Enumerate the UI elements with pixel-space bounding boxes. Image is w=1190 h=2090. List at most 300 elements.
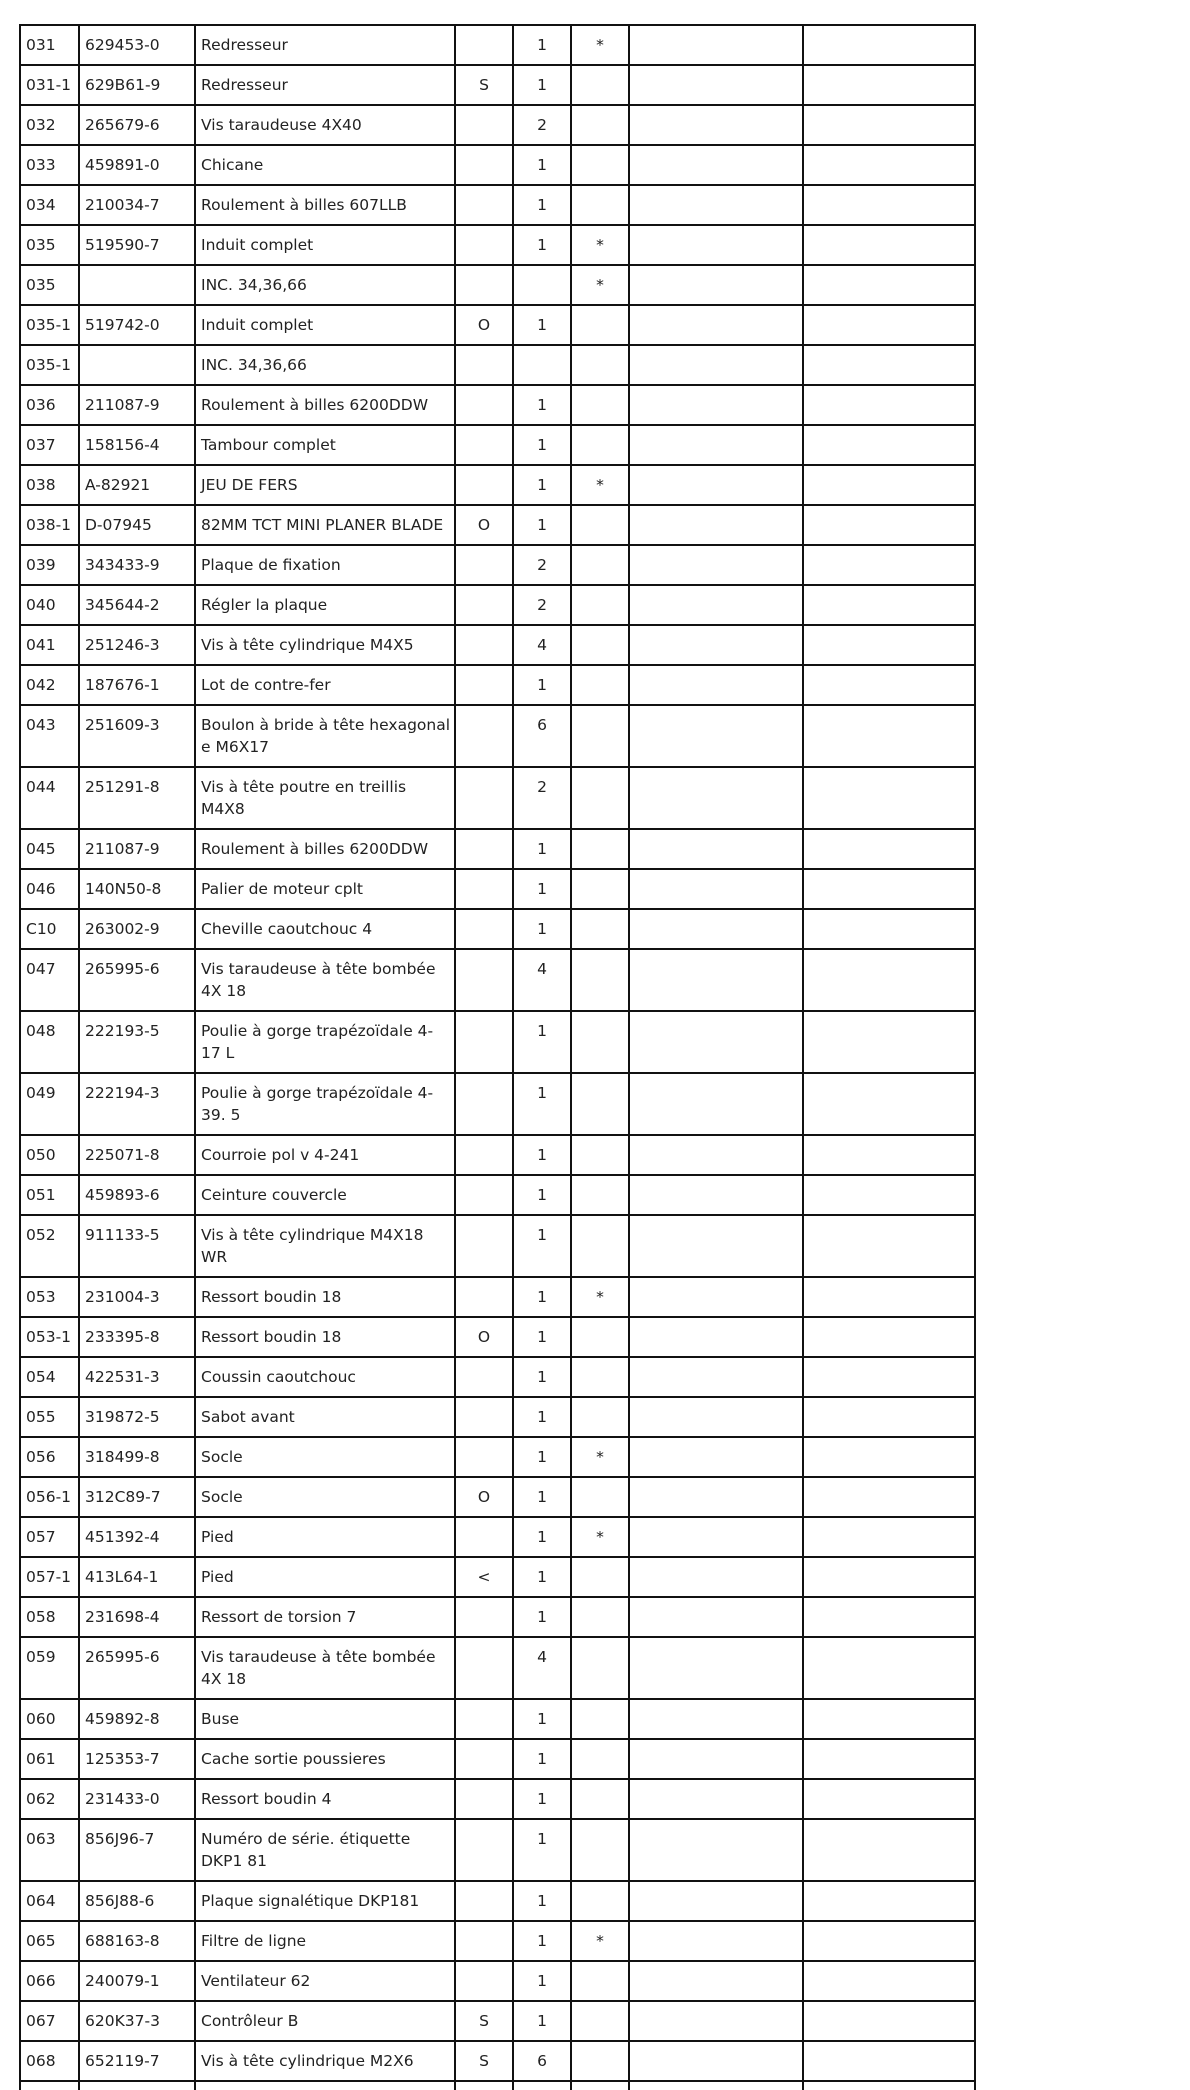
description-cell: Vis taraudeuse à tête bombée 4X 18 <box>195 949 455 1011</box>
table-row <box>20 1921 975 1961</box>
empty-cell <box>629 665 803 705</box>
quantity-cell: 1 <box>513 1175 571 1215</box>
quantity-cell: 1 <box>513 185 571 225</box>
description-cell: Lot de contre-fer <box>195 665 455 705</box>
item-number-cell: 053-1 <box>20 1317 79 1357</box>
part-number-cell: 231698-4 <box>79 1597 195 1637</box>
quantity-cell: 1 <box>513 1961 571 2001</box>
flag-cell <box>455 1135 513 1175</box>
parts-table-body <box>20 25 975 2090</box>
empty-cell <box>803 145 975 185</box>
item-number-cell: 033 <box>20 145 79 185</box>
description-cell: Cache sortie poussieres <box>195 1739 455 1779</box>
flag-cell <box>455 1779 513 1819</box>
part-number-cell: 312C89-7 <box>79 1477 195 1517</box>
flag-cell <box>455 25 513 65</box>
quantity-cell: 1 <box>513 829 571 869</box>
item-number-cell: 043 <box>20 705 79 767</box>
part-number-cell: 343433-9 <box>79 545 195 585</box>
empty-cell <box>803 1597 975 1637</box>
empty-cell <box>803 385 975 425</box>
quantity-cell <box>513 265 571 305</box>
part-number-cell: 240079-1 <box>79 1961 195 2001</box>
table-row <box>20 585 975 625</box>
flag-cell <box>455 767 513 829</box>
description-cell: Redresseur <box>195 25 455 65</box>
item-number-cell: 038-1 <box>20 505 79 545</box>
flag-cell <box>455 1073 513 1135</box>
item-number-cell: 037 <box>20 425 79 465</box>
note-cell <box>571 909 629 949</box>
empty-cell <box>629 265 803 305</box>
empty-cell <box>803 185 975 225</box>
note-cell <box>571 1215 629 1277</box>
empty-cell <box>629 1215 803 1277</box>
flag-cell: S <box>455 2041 513 2081</box>
table-row <box>20 345 975 385</box>
quantity-cell: 1 <box>513 465 571 505</box>
empty-cell <box>803 465 975 505</box>
note-cell <box>571 145 629 185</box>
flag-cell <box>455 1011 513 1073</box>
quantity-cell: 2 <box>513 545 571 585</box>
empty-cell <box>803 1317 975 1357</box>
flag-cell <box>455 185 513 225</box>
flag-cell <box>455 829 513 869</box>
item-number-cell: 054 <box>20 1357 79 1397</box>
item-number-cell: 040 <box>20 585 79 625</box>
empty-cell <box>803 1215 975 1277</box>
item-number-cell: 052 <box>20 1215 79 1277</box>
item-number-cell: C10 <box>20 909 79 949</box>
table-row <box>20 305 975 345</box>
table-row <box>20 145 975 185</box>
table-row <box>20 1011 975 1073</box>
part-number-cell: 211087-9 <box>79 829 195 869</box>
quantity-cell: 1 <box>513 1699 571 1739</box>
empty-cell <box>803 1881 975 1921</box>
item-number-cell: 068 <box>20 2041 79 2081</box>
note-cell <box>571 1135 629 1175</box>
empty-cell <box>803 505 975 545</box>
empty-cell <box>629 1597 803 1637</box>
item-number-cell: 041 <box>20 625 79 665</box>
note-cell: * <box>571 265 629 305</box>
part-number-cell: 318499-8 <box>79 1437 195 1477</box>
quantity-cell: 1 <box>513 65 571 105</box>
note-cell: * <box>571 225 629 265</box>
note-cell <box>571 1397 629 1437</box>
part-number-cell: 231433-0 <box>79 1779 195 1819</box>
table-row <box>20 1397 975 1437</box>
note-cell: * <box>571 1517 629 1557</box>
description-cell: Poulie à gorge trapézoïdale 4-39. 5 <box>195 1073 455 1135</box>
item-number-cell: 062 <box>20 1779 79 1819</box>
flag-cell <box>455 1437 513 1477</box>
quantity-cell: 1 <box>513 869 571 909</box>
description-cell: Tambour complet <box>195 425 455 465</box>
empty-cell <box>629 1739 803 1779</box>
item-number-cell: 045 <box>20 829 79 869</box>
description-cell: Vis à tête cylindrique M2X6 <box>195 2041 455 2081</box>
empty-cell <box>803 1437 975 1477</box>
table-row <box>20 1517 975 1557</box>
table-row <box>20 25 975 65</box>
part-number-cell: 856J88-6 <box>79 1881 195 1921</box>
description-cell: Sabot avant <box>195 1397 455 1437</box>
description-cell: Plaque signalétique DKP181 <box>195 1881 455 1921</box>
note-cell <box>571 1637 629 1699</box>
item-number-cell: 046 <box>20 869 79 909</box>
empty-cell <box>803 1135 975 1175</box>
note-cell <box>571 585 629 625</box>
flag-cell: O <box>455 1317 513 1357</box>
item-number-cell: 031-1 <box>20 65 79 105</box>
description-cell: JEU DE FERS <box>195 465 455 505</box>
flag-cell <box>455 1699 513 1739</box>
note-cell <box>571 1699 629 1739</box>
part-number-cell: 263002-9 <box>79 909 195 949</box>
quantity-cell: 1 <box>513 1277 571 1317</box>
note-cell <box>571 1819 629 1881</box>
table-row <box>20 949 975 1011</box>
empty-cell <box>629 909 803 949</box>
part-number-cell: 652119-7 <box>79 2041 195 2081</box>
table-row <box>20 1819 975 1881</box>
quantity-cell: 4 <box>513 625 571 665</box>
part-number-cell: 345644-2 <box>79 585 195 625</box>
note-cell <box>571 1175 629 1215</box>
description-cell: Induit complet <box>195 225 455 265</box>
description-cell: INC. 34,36,66 <box>195 345 455 385</box>
flag-cell <box>455 625 513 665</box>
flag-cell <box>455 585 513 625</box>
empty-cell <box>803 625 975 665</box>
note-cell <box>571 1779 629 1819</box>
description-cell: Induit complet <box>195 305 455 345</box>
part-number-cell: 459891-0 <box>79 145 195 185</box>
item-number-cell: 034 <box>20 185 79 225</box>
empty-cell <box>803 1277 975 1317</box>
description-cell: Poulie à gorge trapézoïdale 4-17 L <box>195 1011 455 1073</box>
empty-cell <box>803 305 975 345</box>
empty-cell <box>629 25 803 65</box>
empty-cell <box>803 1961 975 2001</box>
description-cell: Courroie pol v 4-241 <box>195 1135 455 1175</box>
empty-cell <box>629 1961 803 2001</box>
empty-cell <box>571 2081 629 2090</box>
quantity-cell: 1 <box>513 1921 571 1961</box>
flag-cell: S <box>455 65 513 105</box>
quantity-cell: 1 <box>513 1437 571 1477</box>
flag-cell <box>455 1819 513 1881</box>
quantity-cell: 1 <box>513 1357 571 1397</box>
flag-cell <box>455 1921 513 1961</box>
empty-cell <box>629 949 803 1011</box>
empty-cell <box>629 1517 803 1557</box>
description-cell: Ressort de torsion 7 <box>195 1597 455 1637</box>
table-row <box>20 1699 975 1739</box>
item-number-cell: 042 <box>20 665 79 705</box>
empty-cell <box>803 1921 975 1961</box>
item-number-cell: 036 <box>20 385 79 425</box>
flag-cell <box>455 869 513 909</box>
note-cell: * <box>571 1277 629 1317</box>
flag-cell <box>455 1215 513 1277</box>
item-number-cell: 047 <box>20 949 79 1011</box>
empty-cell <box>629 545 803 585</box>
quantity-cell: 1 <box>513 1557 571 1597</box>
item-number-cell: 060 <box>20 1699 79 1739</box>
quantity-cell: 1 <box>513 665 571 705</box>
flag-cell <box>455 1175 513 1215</box>
empty-cell <box>629 225 803 265</box>
part-number-cell <box>79 265 195 305</box>
description-cell: Chicane <box>195 145 455 185</box>
empty-cell <box>629 465 803 505</box>
empty-cell <box>629 869 803 909</box>
table-row <box>20 1073 975 1135</box>
note-cell: * <box>571 465 629 505</box>
item-number-cell: 035-1 <box>20 305 79 345</box>
table-row <box>20 1739 975 1779</box>
note-cell <box>571 705 629 767</box>
flag-cell <box>455 465 513 505</box>
part-number-cell: 187676-1 <box>79 665 195 705</box>
table-row <box>20 1637 975 1699</box>
empty-cell <box>803 1517 975 1557</box>
empty-cell <box>629 305 803 345</box>
empty-cell <box>629 2041 803 2081</box>
table-row <box>20 2001 975 2041</box>
table-row <box>20 1961 975 2001</box>
empty-cell <box>803 1011 975 1073</box>
part-number-cell: 231004-3 <box>79 1277 195 1317</box>
quantity-cell: 1 <box>513 1215 571 1277</box>
part-number-cell: 629B61-9 <box>79 65 195 105</box>
flag-cell <box>455 1739 513 1779</box>
description-cell: Ressort boudin 18 <box>195 1277 455 1317</box>
part-number-cell: 140N50-8 <box>79 869 195 909</box>
flag-cell <box>455 909 513 949</box>
empty-cell <box>629 1477 803 1517</box>
table-row <box>20 385 975 425</box>
table-row <box>20 545 975 585</box>
note-cell <box>571 65 629 105</box>
table-row <box>20 185 975 225</box>
part-number-cell: 519590-7 <box>79 225 195 265</box>
flag-cell: O <box>455 505 513 545</box>
note-cell <box>571 345 629 385</box>
empty-cell <box>803 1699 975 1739</box>
description-cell: Vis à tête cylindrique M4X5 <box>195 625 455 665</box>
quantity-cell: 1 <box>513 1135 571 1175</box>
table-row <box>20 767 975 829</box>
flag-cell <box>455 665 513 705</box>
empty-cell <box>629 625 803 665</box>
part-number-cell: 211087-9 <box>79 385 195 425</box>
item-number-cell: 056-1 <box>20 1477 79 1517</box>
table-row <box>20 2041 975 2081</box>
empty-cell <box>629 1397 803 1437</box>
empty-cell <box>803 1397 975 1437</box>
item-number-cell: 056 <box>20 1437 79 1477</box>
description-cell: Pied <box>195 1517 455 1557</box>
quantity-cell: 1 <box>513 25 571 65</box>
item-number-cell: 057-1 <box>20 1557 79 1597</box>
table-row <box>20 65 975 105</box>
empty-cell <box>803 705 975 767</box>
table-row <box>20 909 975 949</box>
note-cell <box>571 1739 629 1779</box>
empty-cell <box>803 1557 975 1597</box>
empty-cell <box>513 2081 571 2090</box>
empty-cell <box>629 65 803 105</box>
description-cell: Pied <box>195 1557 455 1597</box>
flag-cell <box>455 1397 513 1437</box>
empty-cell <box>803 2081 975 2090</box>
empty-cell <box>803 65 975 105</box>
flag-cell <box>455 1881 513 1921</box>
flag-cell: < <box>455 1557 513 1597</box>
description-cell: Vis taraudeuse à tête bombée 4X 18 <box>195 1637 455 1699</box>
part-number-cell: 265995-6 <box>79 949 195 1011</box>
quantity-cell: 1 <box>513 305 571 345</box>
empty-cell <box>803 1819 975 1881</box>
empty-cell <box>629 425 803 465</box>
quantity-cell: 1 <box>513 385 571 425</box>
part-number-cell: 233395-8 <box>79 1317 195 1357</box>
note-cell <box>571 767 629 829</box>
empty-cell <box>629 185 803 225</box>
empty-cell <box>803 585 975 625</box>
item-number-cell: 061 <box>20 1739 79 1779</box>
note-cell <box>571 185 629 225</box>
empty-cell <box>629 1073 803 1135</box>
flag-cell <box>455 425 513 465</box>
quantity-cell: 1 <box>513 1819 571 1881</box>
empty-cell <box>803 105 975 145</box>
part-number-cell <box>79 345 195 385</box>
description-cell: Coussin caoutchouc <box>195 1357 455 1397</box>
part-number-cell: 125353-7 <box>79 1739 195 1779</box>
empty-cell <box>629 2081 803 2090</box>
quantity-cell: 4 <box>513 1637 571 1699</box>
empty-cell <box>803 2001 975 2041</box>
empty-cell <box>629 829 803 869</box>
empty-cell <box>803 829 975 869</box>
part-number-cell: 319872-5 <box>79 1397 195 1437</box>
note-cell <box>571 305 629 345</box>
part-number-cell: 629453-0 <box>79 25 195 65</box>
part-number-cell: 265679-6 <box>79 105 195 145</box>
empty-cell <box>803 665 975 705</box>
quantity-cell: 1 <box>513 505 571 545</box>
quantity-cell: 2 <box>513 767 571 829</box>
table-row <box>20 505 975 545</box>
item-number-cell: 035 <box>20 225 79 265</box>
part-number-cell: D-07945 <box>79 505 195 545</box>
table-row <box>20 829 975 869</box>
item-number-cell: 032 <box>20 105 79 145</box>
table-row <box>20 1437 975 1477</box>
flag-cell <box>455 705 513 767</box>
flag-cell <box>455 1357 513 1397</box>
quantity-cell: 4 <box>513 949 571 1011</box>
description-cell: Ventilateur 62 <box>195 1961 455 2001</box>
part-number-cell: 856J96-7 <box>79 1819 195 1881</box>
note-cell <box>571 1357 629 1397</box>
description-cell: Plaque de fixation <box>195 545 455 585</box>
quantity-cell: 1 <box>513 2001 571 2041</box>
flag-cell <box>455 1597 513 1637</box>
description-cell: Ressort boudin 4 <box>195 1779 455 1819</box>
empty-cell <box>803 869 975 909</box>
description-cell: Roulement à billes 6200DDW <box>195 829 455 869</box>
part-number-cell: 251609-3 <box>79 705 195 767</box>
table-row <box>20 105 975 145</box>
flag-cell <box>455 145 513 185</box>
empty-cell <box>629 1637 803 1699</box>
description-cell: Numéro de série. étiquette DKP1 81 <box>195 1819 455 1881</box>
description-cell: Redresseur <box>195 65 455 105</box>
table-row <box>20 1881 975 1921</box>
part-number-cell: 620K37-3 <box>79 2001 195 2041</box>
quantity-cell: 6 <box>513 705 571 767</box>
part-number-cell: 911133-5 <box>79 1215 195 1277</box>
note-cell <box>571 1881 629 1921</box>
parts-table <box>19 24 976 2090</box>
empty-cell <box>629 1357 803 1397</box>
quantity-cell: 2 <box>513 585 571 625</box>
empty-cell <box>629 1011 803 1073</box>
item-number-cell: 064 <box>20 1881 79 1921</box>
description-cell: Vis à tête cylindrique M4X18 WR <box>195 1215 455 1277</box>
empty-cell <box>803 767 975 829</box>
empty-cell <box>803 25 975 65</box>
part-number-cell: 158156-4 <box>79 425 195 465</box>
table-row <box>20 665 975 705</box>
empty-cell <box>629 145 803 185</box>
table-row <box>20 1477 975 1517</box>
note-cell <box>571 1011 629 1073</box>
table-row <box>20 265 975 305</box>
empty-cell <box>629 1277 803 1317</box>
flag-cell <box>455 1277 513 1317</box>
quantity-cell: 1 <box>513 145 571 185</box>
description-cell: 82MM TCT MINI PLANER BLADE <box>195 505 455 545</box>
empty-cell <box>629 505 803 545</box>
note-cell <box>571 1073 629 1135</box>
item-number-cell: 051 <box>20 1175 79 1215</box>
note-cell <box>571 1961 629 2001</box>
note-cell <box>571 2041 629 2081</box>
part-number-cell: 265995-6 <box>79 1637 195 1699</box>
flag-cell <box>455 385 513 425</box>
note-cell <box>571 869 629 909</box>
table-row <box>20 1135 975 1175</box>
description-cell: Filtre de ligne <box>195 1921 455 1961</box>
quantity-cell: 1 <box>513 1011 571 1073</box>
flag-cell <box>455 105 513 145</box>
table-row <box>20 1277 975 1317</box>
table-row <box>20 1215 975 1277</box>
empty-cell <box>629 1921 803 1961</box>
part-number-cell: A-82921 <box>79 465 195 505</box>
note-cell <box>571 1477 629 1517</box>
description-cell: Vis à tête poutre en treillis M4X8 <box>195 767 455 829</box>
table-row <box>20 705 975 767</box>
